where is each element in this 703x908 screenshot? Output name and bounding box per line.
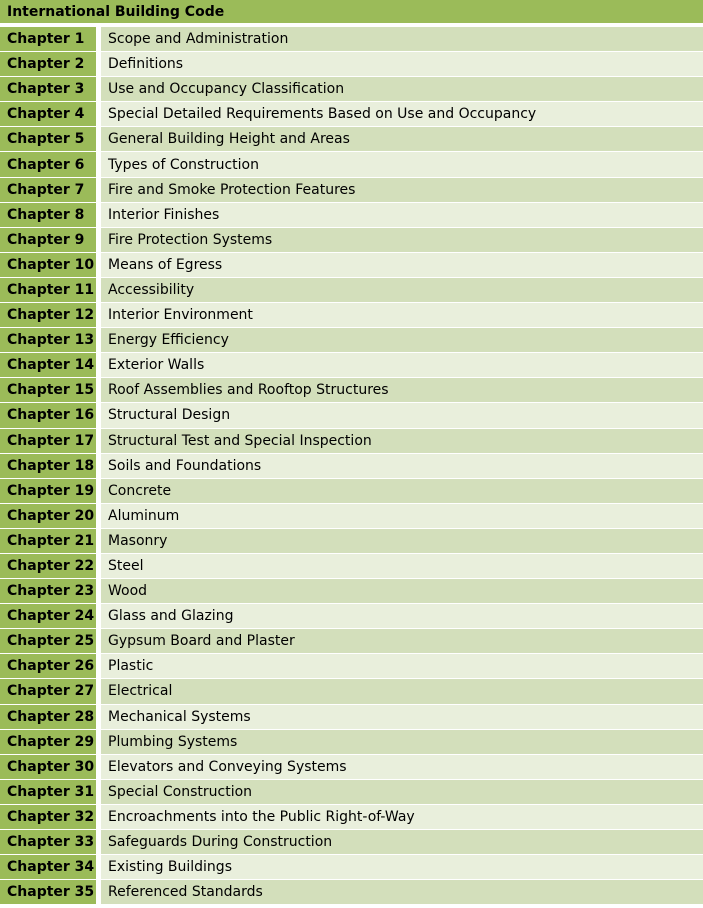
chapter-number: Chapter 29: [0, 730, 101, 754]
table-row: [0, 152, 703, 177]
chapter-number: Chapter 27: [0, 679, 101, 703]
chapter-number: Chapter 12: [0, 303, 101, 327]
chapter-number: Chapter 28: [0, 705, 101, 729]
chapter-title: Interior Finishes: [101, 203, 703, 227]
table-row: [0, 679, 703, 704]
chapter-number: Chapter 32: [0, 805, 101, 829]
table-row: [0, 52, 703, 77]
chapter-number: Chapter 30: [0, 755, 101, 779]
chapter-title: Masonry: [101, 529, 703, 553]
chapter-title: Scope and Administration: [101, 27, 703, 51]
table-row: [0, 303, 703, 328]
table-row: [0, 253, 703, 278]
chapter-title: Accessibility: [101, 278, 703, 302]
chapter-title: Special Detailed Requirements Based on Use and Occupancy: [101, 102, 703, 126]
chapter-number: Chapter 25: [0, 629, 101, 653]
chapter-number: Chapter 33: [0, 830, 101, 854]
table-row: [0, 328, 703, 353]
chapter-title: Mechanical Systems: [101, 705, 703, 729]
table-row: [0, 102, 703, 127]
chapter-title: Interior Environment: [101, 303, 703, 327]
chapter-number: Chapter 8: [0, 203, 101, 227]
chapter-number: Chapter 1: [0, 27, 101, 51]
table-row: [0, 479, 703, 504]
chapter-number: Chapter 26: [0, 654, 101, 678]
table-row: [0, 629, 703, 654]
chapter-number: Chapter 16: [0, 403, 101, 427]
chapter-number: Chapter 31: [0, 780, 101, 804]
chapter-number: Chapter 2: [0, 52, 101, 76]
chapter-title: Exterior Walls: [101, 353, 703, 377]
chapter-number: Chapter 18: [0, 454, 101, 478]
chapter-title: Wood: [101, 579, 703, 603]
chapter-number: Chapter 7: [0, 178, 101, 202]
chapter-title: General Building Height and Areas: [101, 127, 703, 151]
chapter-title: Plumbing Systems: [101, 730, 703, 754]
chapter-number: Chapter 14: [0, 353, 101, 377]
chapter-rows: [0, 27, 703, 905]
table-row: [0, 855, 703, 880]
chapter-number: Chapter 24: [0, 604, 101, 628]
table-row: [0, 654, 703, 679]
table-row: [0, 780, 703, 805]
chapter-number: Chapter 13: [0, 328, 101, 352]
chapter-title: Fire Protection Systems: [101, 228, 703, 252]
chapter-number: Chapter 19: [0, 479, 101, 503]
chapter-title: Gypsum Board and Plaster: [101, 629, 703, 653]
table-row: [0, 604, 703, 629]
chapter-number: Chapter 35: [0, 880, 101, 904]
chapter-number: Chapter 34: [0, 855, 101, 879]
table-row: [0, 529, 703, 554]
chapter-title: Fire and Smoke Protection Features: [101, 178, 703, 202]
table-row: [0, 228, 703, 253]
chapter-title: Types of Construction: [101, 152, 703, 176]
chapter-title: Steel: [101, 554, 703, 578]
chapter-number: Chapter 17: [0, 429, 101, 453]
table-row: [0, 178, 703, 203]
table-row: [0, 554, 703, 579]
chapter-number: Chapter 11: [0, 278, 101, 302]
chapter-title: Concrete: [101, 479, 703, 503]
table-row: [0, 705, 703, 730]
chapter-title: Roof Assemblies and Rooftop Structures: [101, 378, 703, 402]
chapter-number: Chapter 9: [0, 228, 101, 252]
chapter-title: Soils and Foundations: [101, 454, 703, 478]
chapter-title: Energy Efficiency: [101, 328, 703, 352]
table-row: [0, 353, 703, 378]
chapter-number: Chapter 3: [0, 77, 101, 101]
chapter-title: Means of Egress: [101, 253, 703, 277]
chapter-title: Existing Buildings: [101, 855, 703, 879]
chapter-title: Use and Occupancy Classification: [101, 77, 703, 101]
chapter-title: Electrical: [101, 679, 703, 703]
table-row: [0, 805, 703, 830]
chapter-number: Chapter 4: [0, 102, 101, 126]
chapter-number: Chapter 6: [0, 152, 101, 176]
table-row: [0, 755, 703, 780]
chapter-title: Referenced Standards: [101, 880, 703, 904]
chapter-title: Structural Design: [101, 403, 703, 427]
chapter-number: Chapter 5: [0, 127, 101, 151]
table-row: [0, 454, 703, 479]
table-row: [0, 429, 703, 454]
chapter-number: Chapter 15: [0, 378, 101, 402]
chapter-number: Chapter 10: [0, 253, 101, 277]
table-row: [0, 278, 703, 303]
chapter-number: Chapter 23: [0, 579, 101, 603]
table-row: [0, 504, 703, 529]
chapter-number: Chapter 21: [0, 529, 101, 553]
chapter-title: Structural Test and Special Inspection: [101, 429, 703, 453]
chapter-title: Definitions: [101, 52, 703, 76]
table-row: [0, 378, 703, 403]
table-title: International Building Code: [0, 0, 703, 23]
chapter-title: Elevators and Conveying Systems: [101, 755, 703, 779]
table-row: [0, 127, 703, 152]
table-row: [0, 27, 703, 52]
chapter-title: Encroachments into the Public Right-of-Way: [101, 805, 703, 829]
table-row: [0, 203, 703, 228]
table-row: [0, 579, 703, 604]
table-row: [0, 403, 703, 428]
chapter-title: Special Construction: [101, 780, 703, 804]
table-row: [0, 730, 703, 755]
chapter-title: Aluminum: [101, 504, 703, 528]
chapter-title: Glass and Glazing: [101, 604, 703, 628]
table-row: [0, 880, 703, 905]
table-row: [0, 830, 703, 855]
table-row: [0, 77, 703, 102]
chapter-number: Chapter 20: [0, 504, 101, 528]
chapter-title: Safeguards During Construction: [101, 830, 703, 854]
chapter-title: Plastic: [101, 654, 703, 678]
chapter-number: Chapter 22: [0, 554, 101, 578]
